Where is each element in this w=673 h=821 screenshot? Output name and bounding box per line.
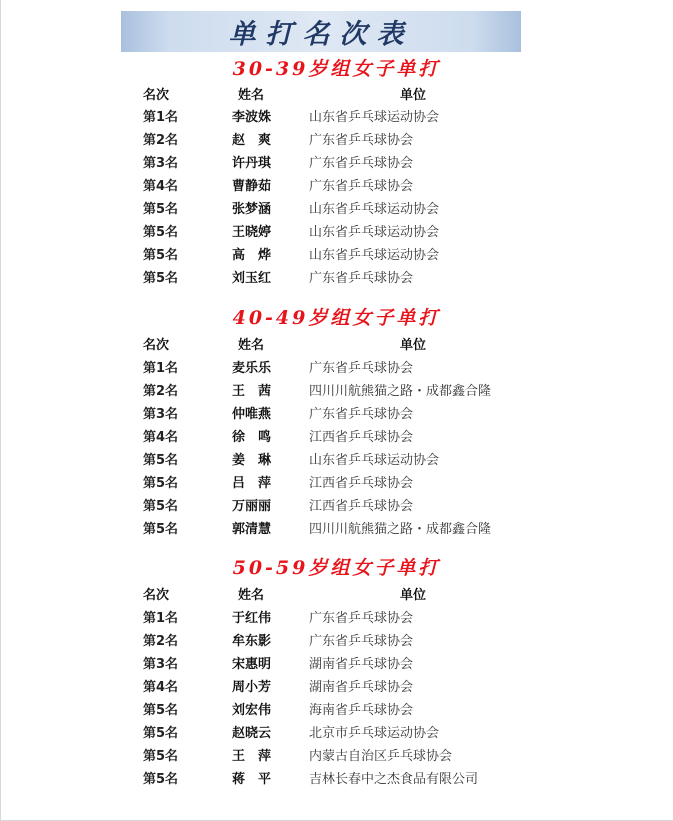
unit-cell: 广东省乒乓球协会: [309, 156, 414, 171]
header-unit: 单位: [400, 88, 427, 103]
section-title: 40-49岁组女子单打: [232, 307, 441, 329]
table-row: [0, 426, 673, 448]
table-row: [0, 722, 673, 744]
unit-cell: 山东省乒乓球运动协会: [309, 202, 440, 217]
rank-cell: 第5名: [143, 202, 179, 217]
header-name: 姓名: [238, 88, 265, 103]
name-cell: 姜 琳: [232, 453, 272, 468]
rank-cell: 第5名: [143, 225, 179, 240]
table-row: [0, 267, 673, 289]
header-rank: 名次: [143, 338, 170, 353]
table-row: [0, 403, 673, 425]
rank-cell: 第5名: [143, 453, 179, 468]
name-cell: 仲唯燕: [232, 407, 272, 422]
title-banner: [121, 11, 521, 52]
table-row: [0, 449, 673, 471]
unit-cell: 广东省乒乓球协会: [309, 133, 414, 148]
table-row: [0, 653, 673, 675]
table-row: [0, 129, 673, 151]
rank-cell: 第5名: [143, 522, 179, 537]
name-cell: 刘玉红: [232, 271, 272, 286]
name-cell: 王 茜: [232, 384, 272, 399]
rank-cell: 第1名: [143, 611, 179, 626]
table-row: [0, 472, 673, 494]
name-cell: 曹静茹: [232, 179, 272, 194]
name-cell: 于红伟: [232, 611, 272, 626]
name-cell: 蒋 平: [232, 772, 272, 787]
table-row: [0, 768, 673, 790]
header-unit: 单位: [400, 338, 427, 353]
table-row: [0, 699, 673, 721]
table-row: [0, 152, 673, 174]
unit-cell: 山东省乒乓球运动协会: [309, 225, 440, 240]
name-cell: 万丽丽: [232, 499, 272, 514]
unit-cell: 江西省乒乓球协会: [309, 499, 414, 514]
name-cell: 吕 萍: [232, 476, 272, 491]
unit-cell: 山东省乒乓球运动协会: [309, 453, 440, 468]
table-row: [0, 676, 673, 698]
name-cell: 王 萍: [232, 749, 272, 764]
header-unit: 单位: [400, 588, 427, 603]
table-row: [0, 198, 673, 220]
unit-cell: 内蒙古自治区乒乓球协会: [309, 749, 453, 764]
unit-cell: 广东省乒乓球协会: [309, 611, 414, 626]
rank-cell: 第1名: [143, 361, 179, 376]
table-row: [0, 106, 673, 128]
table-row: [0, 221, 673, 243]
header-rank: 名次: [143, 588, 170, 603]
table-row: [0, 357, 673, 379]
rank-cell: 第5名: [143, 499, 179, 514]
rank-cell: 第1名: [143, 110, 179, 125]
unit-cell: 广东省乒乓球协会: [309, 407, 414, 422]
rank-cell: 第4名: [143, 179, 179, 194]
unit-cell: 北京市乒乓球运动协会: [309, 726, 440, 741]
unit-cell: 湖南省乒乓球协会: [309, 680, 414, 695]
unit-cell: 湖南省乒乓球协会: [309, 657, 414, 672]
rank-cell: 第3名: [143, 156, 179, 171]
table-row: [0, 380, 673, 402]
name-cell: 李波姝: [232, 110, 272, 125]
table-row: [0, 745, 673, 767]
rank-cell: 第5名: [143, 772, 179, 787]
name-cell: 张梦涵: [232, 202, 272, 217]
name-cell: 麦乐乐: [232, 361, 272, 376]
unit-cell: 山东省乒乓球运动协会: [309, 110, 440, 125]
header-name: 姓名: [238, 338, 265, 353]
section-title: 50-59岁组女子单打: [232, 557, 441, 579]
unit-cell: 广东省乒乓球协会: [309, 179, 414, 194]
table-row: [0, 244, 673, 266]
name-cell: 赵 爽: [232, 133, 272, 148]
unit-cell: 吉林长春中之杰食品有限公司: [309, 772, 479, 787]
table-row: [0, 630, 673, 652]
unit-cell: 海南省乒乓球协会: [309, 703, 414, 718]
header-name: 姓名: [238, 588, 265, 603]
name-cell: 高 烨: [232, 248, 272, 263]
unit-cell: 江西省乒乓球协会: [309, 430, 414, 445]
name-cell: 徐 鸣: [232, 430, 272, 445]
section-title: 30-39岁组女子单打: [232, 58, 441, 80]
name-cell: 许丹琪: [232, 156, 272, 171]
rank-cell: 第3名: [143, 657, 179, 672]
name-cell: 王晓婷: [232, 225, 272, 240]
table-row: [0, 495, 673, 517]
unit-cell: 广东省乒乓球协会: [309, 361, 414, 376]
name-cell: 赵晓云: [232, 726, 272, 741]
rank-cell: 第5名: [143, 749, 179, 764]
rank-cell: 第5名: [143, 271, 179, 286]
rank-cell: 第5名: [143, 476, 179, 491]
table-row: [0, 607, 673, 629]
unit-cell: 广东省乒乓球协会: [309, 634, 414, 649]
unit-cell: 江西省乒乓球协会: [309, 476, 414, 491]
table-row: [0, 518, 673, 540]
rank-cell: 第3名: [143, 407, 179, 422]
rank-cell: 第2名: [143, 133, 179, 148]
unit-cell: 山东省乒乓球运动协会: [309, 248, 440, 263]
rank-cell: 第2名: [143, 634, 179, 649]
page-title: 单打名次表: [228, 19, 414, 50]
rank-cell: 第2名: [143, 384, 179, 399]
unit-cell: 四川川航熊猫之路・成都鑫合隆: [309, 522, 492, 537]
name-cell: 刘宏伟: [232, 703, 272, 718]
name-cell: 牟东影: [232, 634, 272, 649]
rank-cell: 第5名: [143, 248, 179, 263]
rank-cell: 第4名: [143, 680, 179, 695]
name-cell: 郭清慧: [232, 522, 272, 537]
rank-cell: 第4名: [143, 430, 179, 445]
unit-cell: 广东省乒乓球协会: [309, 271, 414, 286]
rank-cell: 第5名: [143, 703, 179, 718]
unit-cell: 四川川航熊猫之路・成都鑫合隆: [309, 384, 492, 399]
header-rank: 名次: [143, 88, 170, 103]
name-cell: 周小芳: [232, 680, 272, 695]
rank-cell: 第5名: [143, 726, 179, 741]
name-cell: 宋惠明: [232, 657, 272, 672]
table-row: [0, 175, 673, 197]
